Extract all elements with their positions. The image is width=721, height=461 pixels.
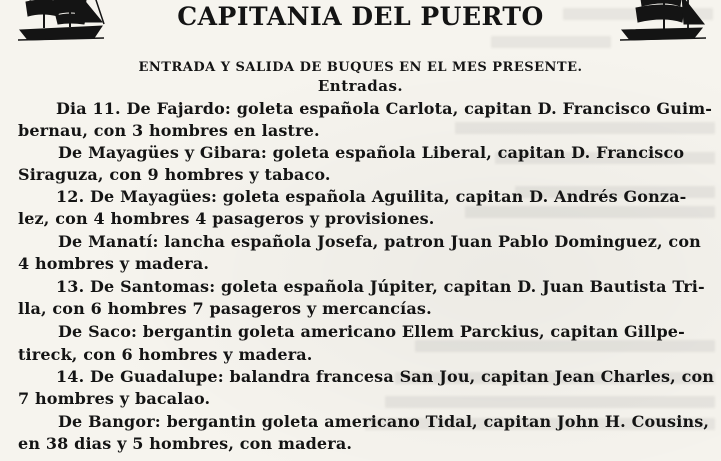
entry-7-line-2: 7 hombres y bacalao. [18,389,211,408]
entry-8-line-1: De Bangor: bergantin goleta americano Tidal, capitan John H. Cousins, [58,412,710,431]
entry-8-line-2: en 38 dias y 5 hombres, con madera. [18,434,353,453]
entry-1-line-2: bernau, con 3 hombres en lastre. [18,121,320,140]
entry-6-line-1: De Saco: bergantin goleta americano Ellem Parckius, capitan Gillpe- [58,322,685,341]
entry-7-line-1: 14. De Guadalupe: balandra francesa San Jou, capitan Jean Charles, con [56,367,715,386]
entry-3-line-2: lez, con 4 hombres 4 pasageros y provisiones. [18,209,435,228]
entry-2-line-2: Siraguza, con 9 hombres y tabaco. [18,165,331,184]
entry-6-line-2: tireck, con 6 hombres y madera. [18,345,313,364]
entry-4-line-1: De Manatí: lancha española Josefa, patron Juan Pablo Dominguez, con [58,232,701,251]
bleed-through-9 [385,396,715,408]
page-title: CAPITANIA DEL PUERTO [177,2,544,31]
bleed-through-3 [455,122,715,134]
entry-5-line-1: 13. De Santomas: goleta española Júpiter, capitan D. Juan Bautista Tri- [56,277,705,296]
bleed-through-2 [491,36,611,48]
section-subtitle: ENTRADA Y SALIDA DE BUQUES EN EL MES PRESENTE. [138,60,583,75]
entry-1-line-1: Dia 11. De Fajardo: goleta española Carlota, capitan D. Francisco Guim- [56,99,713,118]
entry-4-line-2: 4 hombres y madera. [18,254,210,273]
entry-2-line-1: De Mayagües y Gibara: goleta española Liberal, capitan D. Francisco [58,143,685,162]
entry-3-line-1: 12. De Mayagües: goleta española Aguilita, capitan D. Andrés Gonza- [56,187,687,206]
entries-heading: Entradas. [317,77,404,95]
entry-5-line-2: lla, con 6 hombres 7 pasageros y mercancías. [18,299,432,318]
